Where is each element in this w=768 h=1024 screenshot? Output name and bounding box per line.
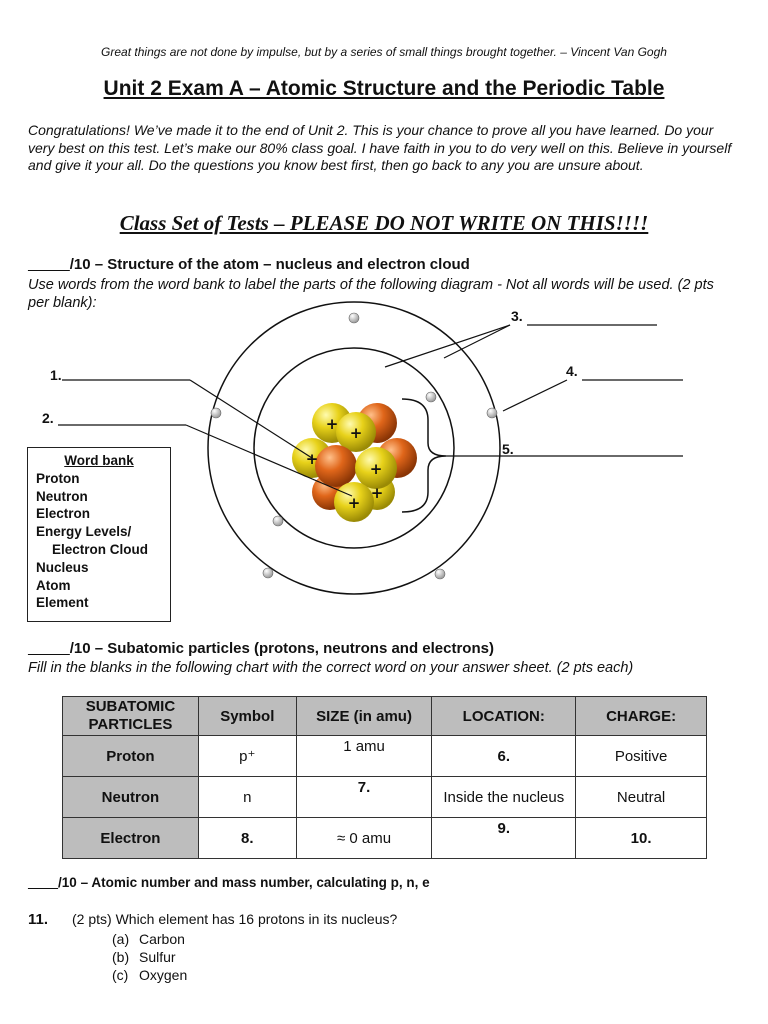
diagram-label-3: 3. xyxy=(511,308,523,324)
table-cell: Neutron xyxy=(63,777,199,818)
electron-particle xyxy=(263,568,273,578)
subatomic-table xyxy=(62,696,707,859)
word-bank xyxy=(27,447,171,622)
word-bank-item: Proton xyxy=(36,470,80,486)
neutron-particle xyxy=(315,445,357,487)
word-bank-item: Element xyxy=(36,595,89,611)
table-cell: 8. xyxy=(198,818,296,859)
table-cell: 10. xyxy=(576,818,707,859)
table-header-row xyxy=(63,697,707,736)
score-blank: ____ xyxy=(28,875,59,890)
option-b xyxy=(112,948,187,966)
table-cell: Inside the nucleus xyxy=(432,777,576,818)
electron-particle xyxy=(426,392,436,402)
score-blank: _____ xyxy=(28,256,70,273)
electron-particle xyxy=(487,408,497,418)
word-bank-item: Nucleus xyxy=(36,559,89,575)
table-cell: 6. xyxy=(432,736,576,777)
section2-heading xyxy=(28,640,494,657)
word-bank-item: Electron xyxy=(36,506,91,522)
diagram-label-5: 5. xyxy=(502,441,514,457)
option-text: Oxygen xyxy=(139,967,188,983)
table-cell: 1 amu xyxy=(296,736,432,777)
diagram-label-2: 2. xyxy=(42,410,54,426)
option-text: Carbon xyxy=(139,931,185,947)
section2-instructions: Fill in the blanks in the following chart with the correct word on your answer sheet. (2 pts each) xyxy=(28,660,634,676)
section1-instructions: Use words from the word bank to label the parts of the following diagram - Not all words will be used. (2 pts per blank): xyxy=(28,277,714,311)
svg-text:+: + xyxy=(349,424,363,442)
svg-text:+: + xyxy=(305,450,319,468)
nucleus xyxy=(292,403,417,522)
table-cell: 7. xyxy=(296,777,432,818)
page-title: Unit 2 Exam A – Atomic Structure and the Periodic Table xyxy=(103,77,665,100)
question-text: (2 pts) Which element has 16 protons in its nucleus? xyxy=(72,911,398,927)
svg-text:+: + xyxy=(369,460,383,478)
diagram-label-1: 1. xyxy=(50,367,62,383)
section1-heading xyxy=(28,256,470,273)
table-cell: Electron xyxy=(63,818,199,859)
section1-title: /10 – Structure of the atom – nucleus and electron cloud xyxy=(69,256,470,273)
section2-title: /10 – Subatomic particles (protons, neutrons and electrons) xyxy=(69,640,494,657)
word-bank-title: Word bank xyxy=(64,453,134,468)
table-cell: 9. xyxy=(432,818,576,859)
class-set-warning: Class Set of Tests – PLEASE DO NOT WRITE ON THIS!!!! xyxy=(119,211,649,235)
table-cell: n xyxy=(198,777,296,818)
electron-particle xyxy=(211,408,221,418)
table-cell: Neutral xyxy=(576,777,707,818)
word-bank-item: Electron Cloud xyxy=(52,541,149,557)
table-row xyxy=(63,818,707,859)
option-letter: (a) xyxy=(112,931,130,947)
option-a xyxy=(112,930,187,948)
electron-particle xyxy=(349,313,359,323)
table-header: SIZE (in amu) xyxy=(296,697,432,736)
table-header: SUBATOMIC PARTICLES xyxy=(63,697,199,736)
table-cell: Proton xyxy=(63,736,199,777)
intro-paragraph: Congratulations! We’ve made it to the end of Unit 2. This is your chance to prove all you have learned. Do your very best on this test. Let’s make our 80% class goal. I have faith in you to do very well on this. Believe in yourself and give it your all. Do the questions you know best first, then go back to any you are unsure about. xyxy=(28,122,732,173)
word-bank-item: Neutron xyxy=(36,488,88,504)
score-blank: _____ xyxy=(28,640,70,657)
question-11 xyxy=(28,911,397,928)
table-row xyxy=(63,777,707,818)
electron-particle xyxy=(273,516,283,526)
section3-title: /10 – Atomic number and mass number, calculating p, n, e xyxy=(58,875,430,890)
quote: Great things are not done by impulse, but by a series of small things brought together. – Vincent Van Gogh xyxy=(101,45,667,59)
word-bank-item: Energy Levels/ xyxy=(36,524,132,540)
table-row xyxy=(63,736,707,777)
question-11-options xyxy=(112,930,187,984)
option-letter: (c) xyxy=(112,967,129,983)
option-c xyxy=(112,966,187,984)
svg-text:+: + xyxy=(370,484,384,502)
table-header: CHARGE: xyxy=(576,697,707,736)
section3-heading xyxy=(28,875,430,890)
question-number: 11. xyxy=(28,911,49,928)
table-cell: p⁺ xyxy=(198,736,296,777)
svg-text:+: + xyxy=(347,494,361,512)
table-cell: Positive xyxy=(576,736,707,777)
diagram-label-4: 4. xyxy=(566,363,578,379)
table-header: LOCATION: xyxy=(432,697,576,736)
option-text: Sulfur xyxy=(139,949,176,965)
table-cell: ≈ 0 amu xyxy=(296,818,432,859)
option-letter: (b) xyxy=(112,949,130,965)
word-bank-item: Atom xyxy=(36,577,71,593)
table-header: Symbol xyxy=(198,697,296,736)
svg-text:+: + xyxy=(325,415,339,433)
electron-particle xyxy=(435,569,445,579)
